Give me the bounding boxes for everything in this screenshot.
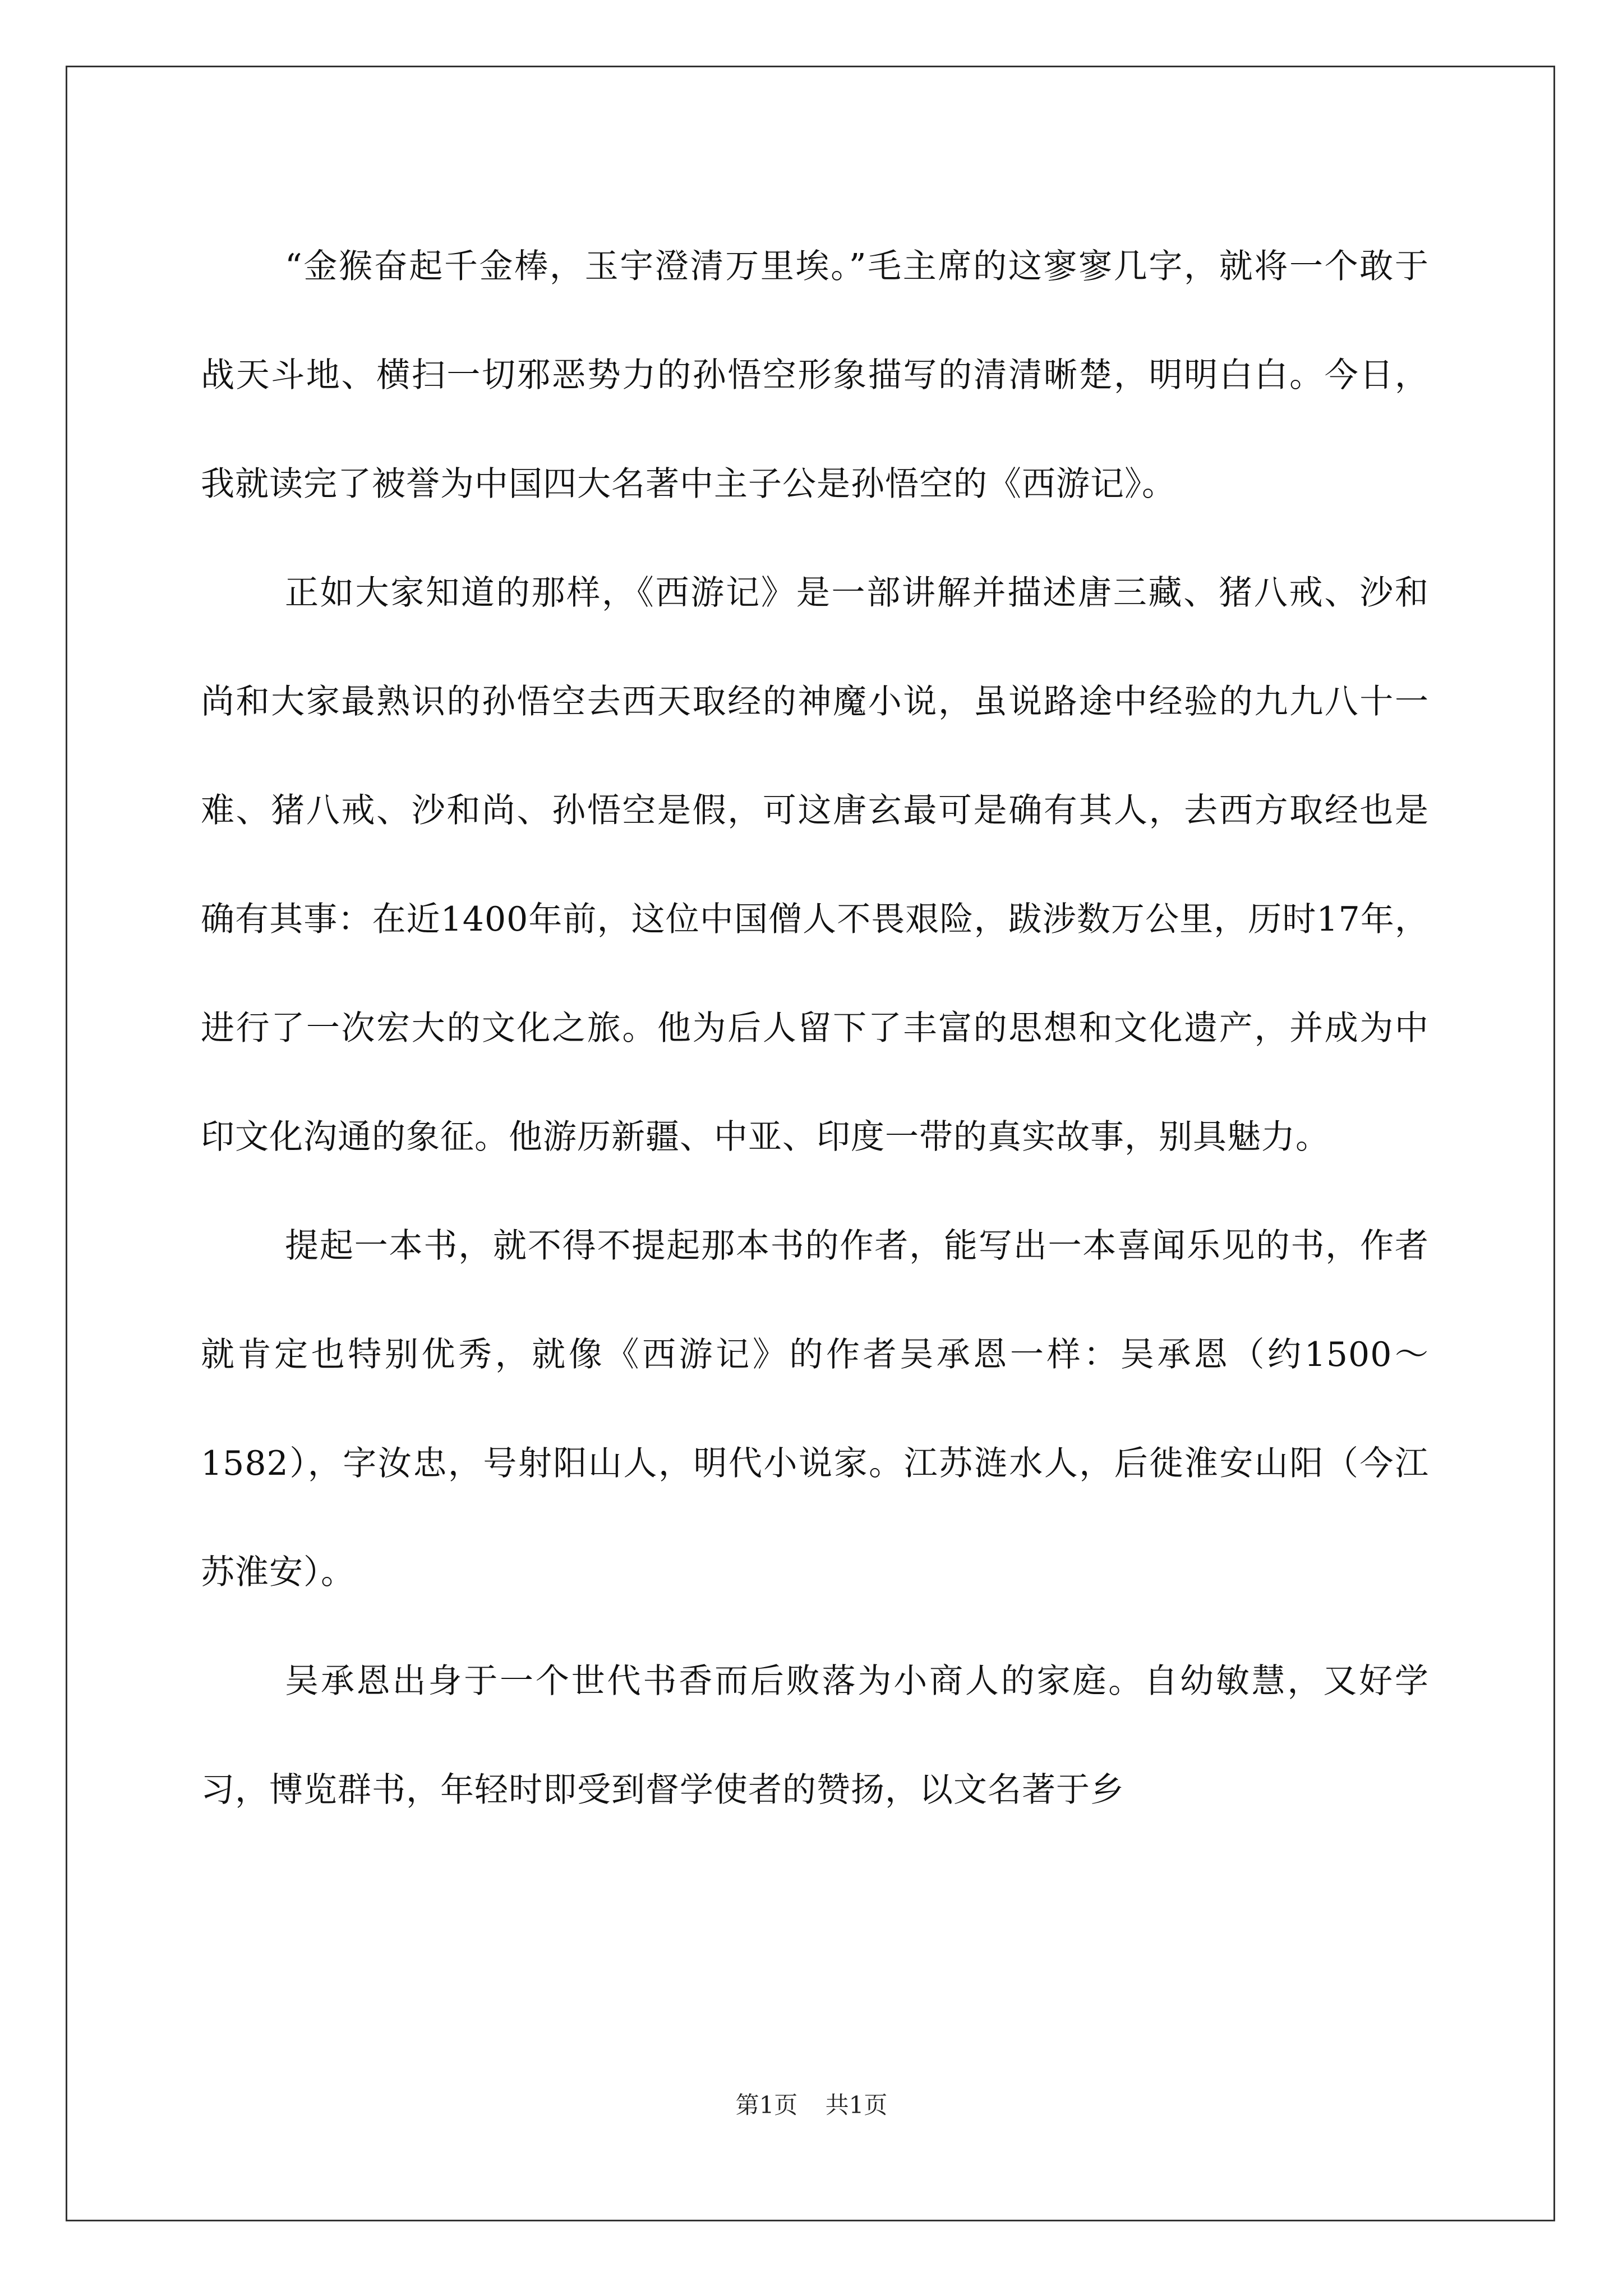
page-number-current: 第1页	[735, 2091, 798, 2119]
page-footer	[0, 2087, 1623, 2120]
paragraph-3: 提起一本书，就不得不提起那本书的作者，能写出一本喜闻乐见的书，作者就肯定也特别优秀，就像《西游记》的作者吴承恩一样：吴承恩（约1500～1582），字汝忠，号射阳山人，明代小说家。江苏涟水人，后徙淮安山阳（今江苏淮安）。	[201, 1226, 1429, 1592]
paragraph-1: “金猴奋起千金棒，玉宇澄清万里埃。”毛主席的这寥寥几字，就将一个敢于战天斗地、横扫一切邪恶势力的孙悟空形象描写的清清晰楚，明明白白。今日，我就读完了被誉为中国四大名著中主子公是孙悟空的《西游记》。	[201, 247, 1429, 504]
paragraph-2: 正如大家知道的那样，《西游记》是一部讲解并描述唐三藏、猪八戒、沙和尚和大家最熟识的孙悟空去西天取经的神魔小说，虽说路途中经验的九九八十一难、猪八戒、沙和尚、孙悟空是假，可这唐玄最可是确有其人，去西方取经也是确有其事：在近1400年前，这位中国僧人不畏艰险，跋涉数万公里，历时17年，进行了一次宏大的文化之旅。他为后人留下了丰富的思想和文化遗产，并成为中印文化沟通的象征。他游历新疆、中亚、印度一带的真实故事，别具魅力。	[201, 573, 1429, 1157]
document-body	[201, 212, 1429, 1844]
paragraph-4: 吴承恩出身于一个世代书香而后败落为小商人的家庭。自幼敏慧，又好学习，博览群书，年轻时即受到督学使者的赞扬，以文名著于乡	[201, 1662, 1429, 1810]
page-number-total: 共1页	[825, 2091, 888, 2119]
